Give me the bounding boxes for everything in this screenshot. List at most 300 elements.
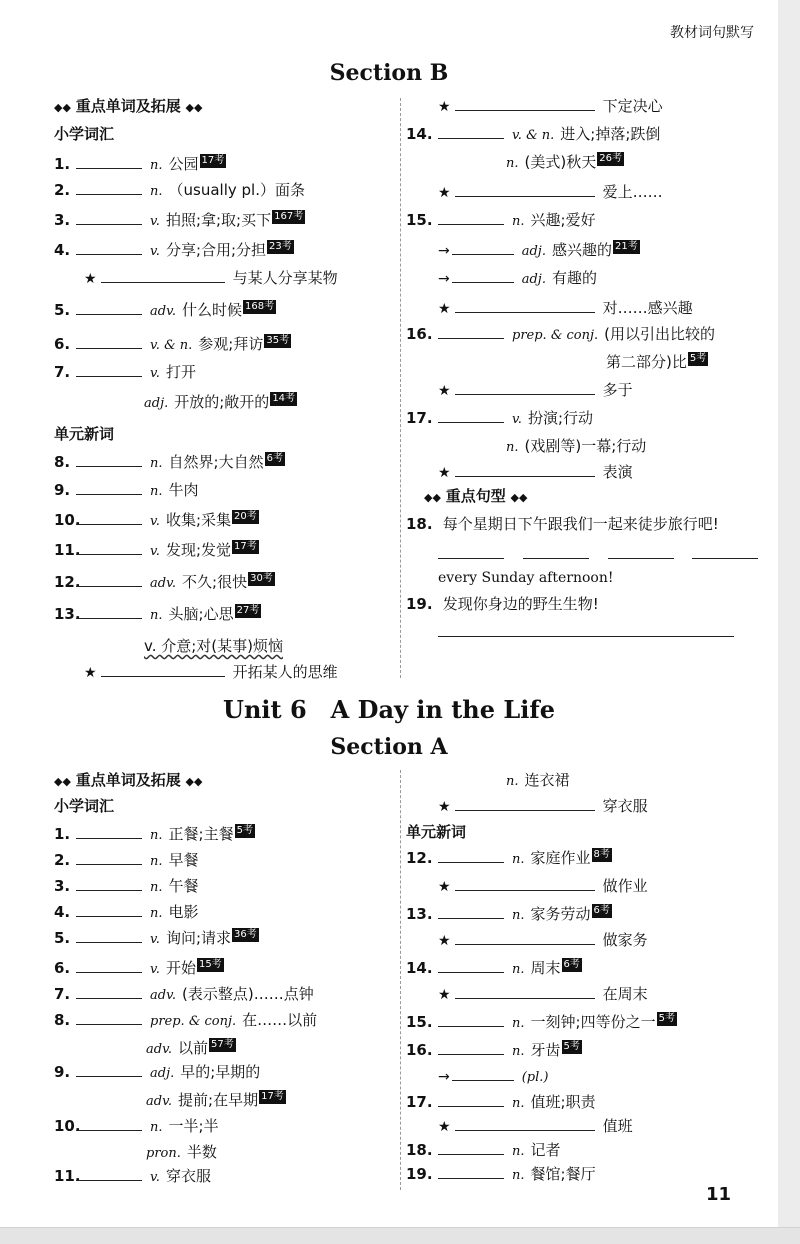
phrase-meaning: 在周末 — [602, 985, 648, 1003]
item-number: 9. — [54, 1063, 71, 1081]
vocab-heading: ◆◆ 重点单词及拓展 ◆◆ — [54, 771, 203, 789]
definition: 记者 — [530, 1141, 561, 1159]
definition-continued: 第二部分)比 — [606, 353, 687, 371]
vocab-row — [506, 770, 570, 792]
definition: 早的;早期的 — [180, 1063, 261, 1081]
definition: 提前;在早期 — [178, 1091, 259, 1109]
diamond-icon: ◆◆ — [510, 491, 528, 504]
definition: 打开 — [165, 363, 196, 381]
part-of-speech: adj. — [521, 244, 546, 259]
definition: 分享;合用;分担 — [165, 241, 267, 259]
vocab-row — [438, 984, 648, 1005]
item-number: 11. — [54, 1167, 81, 1185]
answer-blank[interactable] — [455, 930, 595, 945]
item-number: 18. — [406, 1141, 433, 1159]
answer-blank[interactable] — [438, 622, 734, 637]
part-of-speech: n. — [512, 1016, 525, 1031]
answer-blank[interactable] — [76, 1062, 142, 1077]
diamond-icon: ◆◆ — [185, 775, 203, 788]
vocab-row — [438, 268, 597, 290]
answer-blank[interactable] — [76, 984, 142, 999]
exam-count-badge: 8考 — [593, 849, 610, 860]
unit-vocab-heading: 单元新词 — [54, 425, 115, 443]
vocab-row — [438, 182, 663, 203]
part-of-speech: v. — [150, 366, 160, 381]
definition: 牛肉 — [168, 481, 199, 499]
item-number: 5. — [54, 929, 71, 947]
star-icon: ★ — [438, 987, 451, 1003]
vocab-row — [54, 824, 255, 846]
exam-count-badge: 17考 — [261, 1091, 284, 1102]
vocab-row — [84, 268, 338, 289]
part-of-speech: adj. — [150, 1066, 175, 1081]
item-number: 3. — [54, 877, 71, 895]
definition: 穿衣服 — [165, 1167, 211, 1185]
definition: 参观;拜访 — [198, 335, 264, 353]
definition: 家务劳动 — [530, 905, 591, 923]
answer-blank[interactable] — [608, 544, 674, 559]
definition: 家庭作业 — [530, 849, 591, 867]
part-of-speech: n. — [512, 962, 525, 977]
definition: 在……以前 — [242, 1011, 318, 1029]
answer-blank[interactable] — [76, 572, 142, 587]
part-of-speech: n. — [506, 440, 519, 455]
answer-blank[interactable] — [101, 268, 225, 283]
item-number: 15. — [406, 211, 433, 229]
answer-blank[interactable] — [76, 604, 142, 619]
answer-blank[interactable] — [101, 662, 225, 677]
definition: 早餐 — [168, 851, 199, 869]
vocab-row — [606, 352, 708, 372]
vocab-row — [54, 984, 314, 1006]
vocab-row — [146, 1038, 236, 1060]
answer-blank[interactable] — [692, 544, 758, 559]
answer-blank[interactable] — [76, 1166, 142, 1181]
part-of-speech: adv. — [146, 1042, 173, 1057]
diamond-icon: ◆◆ — [185, 101, 203, 114]
definition: 发现;发觉 — [165, 541, 231, 559]
part-of-speech: adv. — [150, 304, 177, 319]
item-number: 5. — [54, 301, 71, 319]
answer-blank[interactable] — [76, 928, 142, 943]
part-of-speech: v. — [150, 514, 160, 529]
item-number: 13. — [54, 605, 81, 623]
star-icon: ★ — [438, 383, 451, 399]
part-of-speech: v. — [512, 412, 522, 427]
item-number: 2. — [54, 181, 71, 199]
item-number: 17. — [406, 409, 433, 427]
vocab-row — [54, 1166, 211, 1188]
exam-count-badge: 27考 — [236, 605, 260, 616]
phrase-meaning: 开拓某人的思维 — [232, 663, 338, 681]
corner-label: 教材词句默写 — [670, 25, 754, 41]
definition: 感兴趣的 — [551, 241, 612, 259]
answer-blank[interactable] — [76, 154, 142, 169]
item-number: 15. — [406, 1013, 433, 1031]
definition: 头脑;心思 — [168, 605, 234, 623]
part-of-speech: v. & n. — [512, 128, 555, 143]
item-number: 13. — [406, 905, 433, 923]
answer-blank[interactable] — [455, 182, 595, 197]
exam-count-badge: 6考 — [266, 453, 283, 464]
answer-blank[interactable] — [76, 452, 142, 467]
phrase-meaning: 多于 — [602, 381, 633, 399]
item-number: 4. — [54, 903, 71, 921]
definition: (用以引出比较的 — [604, 325, 716, 343]
phrase-meaning: 穿衣服 — [602, 797, 648, 815]
column-divider — [400, 98, 401, 678]
exam-count-badge: 6考 — [563, 959, 580, 970]
answer-blank[interactable] — [438, 848, 504, 863]
section-b-title: Section B — [329, 60, 449, 86]
part-of-speech: n. — [506, 156, 519, 171]
answer-blank[interactable] — [438, 904, 504, 919]
answer-blank[interactable] — [455, 380, 595, 395]
phrase-meaning: 值班 — [602, 1117, 633, 1135]
answer-blank[interactable] — [76, 824, 142, 839]
item-number: 1. — [54, 825, 71, 843]
item-number: 8. — [54, 1011, 71, 1029]
vocab-row — [438, 380, 633, 401]
part-of-speech: n. — [150, 184, 163, 199]
item-number: 1. — [54, 155, 71, 173]
definition: 周末 — [530, 959, 561, 977]
part-of-speech: n. — [150, 608, 163, 623]
star-icon: ★ — [84, 271, 97, 287]
answer-blank[interactable] — [438, 324, 504, 339]
part-of-speech: n. — [150, 906, 163, 921]
sentences-heading: ◆◆ 重点句型 ◆◆ — [424, 487, 528, 505]
vocab-row — [406, 1140, 561, 1162]
part-of-speech: n. — [150, 828, 163, 843]
part-of-speech: v. — [150, 244, 160, 259]
vocab-row — [406, 1012, 677, 1034]
answer-blank[interactable] — [452, 240, 514, 255]
answer-blank[interactable] — [438, 1092, 504, 1107]
sentence-18: 18. 每个星期日下午跟我们一起来徒步旅行吧! — [406, 515, 719, 533]
page-number: 11 — [706, 1184, 732, 1205]
part-of-speech: adj. — [144, 396, 169, 411]
exam-count-badge: 17考 — [234, 541, 257, 552]
answer-blank[interactable] — [76, 1010, 142, 1025]
sentence-19: 19. 发现你身边的野生生物! — [406, 595, 599, 613]
vocab-row — [54, 362, 196, 384]
definition: 询问;请求 — [165, 929, 231, 947]
sentence-18-blanks — [438, 544, 766, 564]
answer-blank[interactable] — [438, 1012, 504, 1027]
answer-blank[interactable] — [76, 540, 142, 555]
vocab-row — [438, 298, 693, 319]
part-of-speech: prep. & conj. — [150, 1014, 237, 1029]
part-of-speech: n. — [150, 1120, 163, 1135]
star-icon: ★ — [438, 799, 451, 815]
answer-blank[interactable] — [76, 958, 142, 973]
answer-blank[interactable] — [76, 850, 142, 865]
part-of-speech: n. — [150, 854, 163, 869]
answer-blank[interactable] — [76, 362, 142, 377]
answer-blank[interactable] — [438, 958, 504, 973]
exam-count-badge: 30考 — [250, 573, 273, 584]
star-icon: ★ — [438, 933, 451, 949]
primary-vocab-heading: 小学词汇 — [54, 125, 115, 143]
answer-blank[interactable] — [455, 796, 595, 811]
vocab-row — [54, 1062, 260, 1084]
diamond-icon: ◆◆ — [54, 101, 71, 114]
definition: (戏剧等)一幕;行动 — [524, 437, 647, 455]
part-of-speech: n. — [512, 908, 525, 923]
vocab-row — [406, 324, 715, 346]
answer-blank[interactable] — [455, 876, 595, 891]
unit-title: Unit 6 A Day in the Life — [223, 695, 555, 724]
exam-count-badge: 14考 — [272, 393, 296, 404]
definition: 兴趣;爱好 — [530, 211, 596, 229]
phrase-meaning: 爱上…… — [602, 183, 663, 201]
vocab-row — [54, 902, 199, 924]
definition: （usually pl.）面条 — [168, 181, 305, 199]
section-a-title: Section A — [330, 734, 448, 760]
part-of-speech: n. — [150, 484, 163, 499]
answer-blank[interactable] — [438, 1140, 504, 1155]
exam-count-badge: 35考 — [266, 335, 290, 346]
page-edge-right — [778, 0, 800, 1244]
vocab-row — [146, 1142, 217, 1164]
answer-blank[interactable] — [76, 210, 142, 225]
item-number: 8. — [54, 453, 71, 471]
definition: 一半;半 — [168, 1117, 219, 1135]
answer-blank[interactable] — [76, 334, 142, 349]
definition: 自然界;大自然 — [168, 453, 264, 471]
item-number: 10. — [54, 511, 81, 529]
vocab-row — [54, 240, 294, 262]
exam-count-badge: 6考 — [593, 905, 610, 916]
vocab-row — [438, 462, 633, 483]
item-number: 3. — [54, 211, 71, 229]
page-edge-bottom — [0, 1227, 800, 1244]
exam-count-badge: 23考 — [269, 241, 292, 252]
exam-count-badge: 57考 — [211, 1039, 234, 1050]
item-number: 14. — [406, 125, 433, 143]
diamond-icon: ◆◆ — [424, 491, 441, 504]
arrow-icon: → — [438, 243, 450, 259]
answer-blank[interactable] — [438, 1164, 504, 1179]
answer-blank[interactable] — [452, 1066, 514, 1081]
exam-count-badge: 5考 — [658, 1013, 675, 1024]
vocab-row — [438, 1116, 633, 1137]
phrase-meaning: 与某人分享某物 — [232, 269, 338, 287]
part-of-speech: prep. & conj. — [512, 328, 599, 343]
part-of-speech: adj. — [521, 272, 546, 287]
part-of-speech: v. — [150, 932, 160, 947]
item-number: 12. — [406, 849, 433, 867]
exam-count-badge: 15考 — [198, 959, 222, 970]
unit-vocab-heading: 单元新词 — [406, 823, 467, 841]
vocab-row — [406, 1164, 596, 1186]
part-of-speech: v. — [150, 214, 160, 229]
vocab-row — [438, 96, 663, 117]
vocab-row — [54, 928, 259, 950]
exam-count-badge: 167考 — [274, 211, 304, 222]
vocab-row — [506, 152, 624, 174]
exam-count-badge: 36考 — [234, 929, 257, 940]
star-icon: ★ — [438, 99, 451, 115]
vocab-row — [54, 850, 199, 872]
definition: 有趣的 — [551, 269, 597, 287]
vocab-row — [54, 510, 259, 532]
vocab-row — [438, 796, 648, 817]
vocab-row — [438, 1066, 555, 1088]
part-of-speech: n. — [150, 456, 163, 471]
star-icon: ★ — [438, 185, 451, 201]
diamond-icon: ◆◆ — [54, 775, 71, 788]
vocab-row — [54, 1116, 219, 1138]
definition: 开放的;敞开的 — [174, 393, 270, 411]
answer-blank[interactable] — [523, 544, 589, 559]
definition: 扮演;行动 — [527, 409, 593, 427]
vocab-row — [54, 154, 226, 176]
column-divider — [400, 770, 401, 1190]
answer-blank[interactable] — [455, 462, 595, 477]
exam-count-badge: 5考 — [689, 353, 707, 364]
item-number: 12. — [54, 573, 81, 591]
answer-blank[interactable] — [455, 984, 595, 999]
vocab-row — [406, 1040, 582, 1062]
part-of-speech: v. — [150, 962, 160, 977]
definition: 开始 — [165, 959, 196, 977]
vocab-row — [146, 1090, 286, 1112]
part-of-speech: pron. — [146, 1146, 181, 1161]
vocab-row — [54, 480, 199, 502]
answer-blank[interactable] — [438, 210, 504, 225]
item-number: 9. — [54, 481, 71, 499]
item-number: 6. — [54, 959, 71, 977]
vocab-row — [506, 436, 646, 458]
vocab-row — [54, 334, 291, 356]
part-of-speech: n. — [512, 1144, 525, 1159]
vocab-row — [144, 392, 297, 414]
vocab-row — [54, 180, 305, 202]
item-number: 4. — [54, 241, 71, 259]
vocab-row — [406, 210, 596, 232]
vocab-heading: ◆◆ 重点单词及拓展 ◆◆ — [54, 97, 203, 115]
vocab-row — [54, 876, 199, 898]
answer-blank[interactable] — [76, 876, 142, 891]
vocab-row — [406, 904, 612, 926]
answer-blank[interactable] — [438, 1040, 504, 1055]
item-number: 16. — [406, 1041, 433, 1059]
answer-blank[interactable] — [76, 510, 142, 525]
wavy-underlined-meaning: v. 介意;对(某事)烦恼 — [144, 637, 284, 655]
vocab-row — [438, 876, 648, 897]
exam-count-badge: 26考 — [599, 153, 622, 164]
star-icon: ★ — [438, 879, 451, 895]
phrase-meaning: 做家务 — [602, 931, 648, 949]
answer-blank[interactable] — [452, 268, 514, 283]
definition: 牙齿 — [530, 1041, 561, 1059]
star-icon: ★ — [438, 1119, 451, 1135]
definition: 电影 — [168, 903, 199, 921]
definition: 公园 — [168, 155, 199, 173]
exam-count-badge: 17考 — [201, 155, 225, 166]
answer-blank[interactable] — [76, 180, 142, 195]
answer-blank[interactable] — [455, 298, 595, 313]
vocab-row — [406, 848, 612, 870]
definition: (美式)秋天 — [524, 153, 597, 171]
item-number: 14. — [406, 959, 433, 977]
definition: 一刻钟;四等份之一 — [530, 1013, 656, 1031]
sentence-18-tail: every Sunday afternoon! — [438, 570, 614, 586]
definition: 半数 — [186, 1143, 217, 1161]
star-icon: ★ — [438, 465, 451, 481]
sentence-19-blank — [438, 622, 742, 642]
definition: 进入;掉落;跌倒 — [560, 125, 661, 143]
answer-blank[interactable] — [76, 240, 142, 255]
item-number: 7. — [54, 985, 71, 1003]
definition: 收集;采集 — [165, 511, 231, 529]
part-of-speech: n. — [512, 214, 525, 229]
answer-blank[interactable] — [455, 1116, 595, 1131]
item-number: 2. — [54, 851, 71, 869]
part-of-speech: n. — [512, 852, 525, 867]
part-of-speech: adv. — [146, 1094, 173, 1109]
exam-count-badge: 168考 — [245, 301, 275, 312]
definition: (表示整点)……点钟 — [182, 985, 314, 1003]
vocab-row — [438, 930, 648, 951]
definition: 不久;很快 — [182, 573, 248, 591]
exam-count-badge: 5考 — [236, 825, 253, 836]
vocab-row — [54, 958, 224, 980]
primary-vocab-heading: 小学词汇 — [54, 797, 115, 815]
phrase-meaning: 做作业 — [602, 877, 648, 895]
vocab-row — [438, 240, 640, 262]
answer-blank[interactable] — [76, 902, 142, 917]
vocab-row — [406, 958, 582, 980]
answer-blank[interactable] — [76, 1116, 142, 1131]
part-of-speech: (pl.) — [521, 1070, 549, 1085]
definition: 连衣裙 — [524, 771, 570, 789]
exam-count-badge: 21考 — [615, 241, 638, 252]
part-of-speech: n. — [512, 1044, 525, 1059]
part-of-speech: n. — [150, 880, 163, 895]
arrow-icon: → — [438, 271, 450, 287]
answer-blank[interactable] — [76, 300, 142, 315]
item-number: 11. — [54, 541, 81, 559]
vocab-row — [84, 662, 338, 683]
arrow-icon: → — [438, 1069, 450, 1085]
answer-blank[interactable] — [438, 544, 504, 559]
part-of-speech: n. — [506, 774, 519, 789]
definition: 餐馆;餐厅 — [530, 1165, 596, 1183]
phrase-meaning: 对……感兴趣 — [602, 299, 693, 317]
item-number: 16. — [406, 325, 433, 343]
answer-blank[interactable] — [455, 96, 595, 111]
definition: 值班;职责 — [530, 1093, 596, 1111]
vocab-row — [54, 210, 305, 232]
answer-blank[interactable] — [76, 480, 142, 495]
definition: 什么时候 — [182, 301, 243, 319]
item-number: 17. — [406, 1093, 433, 1111]
vocab-row — [54, 1010, 317, 1032]
definition: 拍照;拿;取;买下 — [165, 211, 272, 229]
item-number: 19. — [406, 1165, 433, 1183]
answer-blank[interactable] — [438, 124, 504, 139]
part-of-speech: n. — [512, 1096, 525, 1111]
phrase-meaning: 表演 — [602, 463, 633, 481]
vocab-row — [54, 572, 275, 594]
part-of-speech: v. — [150, 544, 160, 559]
phrase-meaning: 下定决心 — [602, 97, 663, 115]
answer-blank[interactable] — [438, 408, 504, 423]
definition: 午餐 — [168, 877, 199, 895]
